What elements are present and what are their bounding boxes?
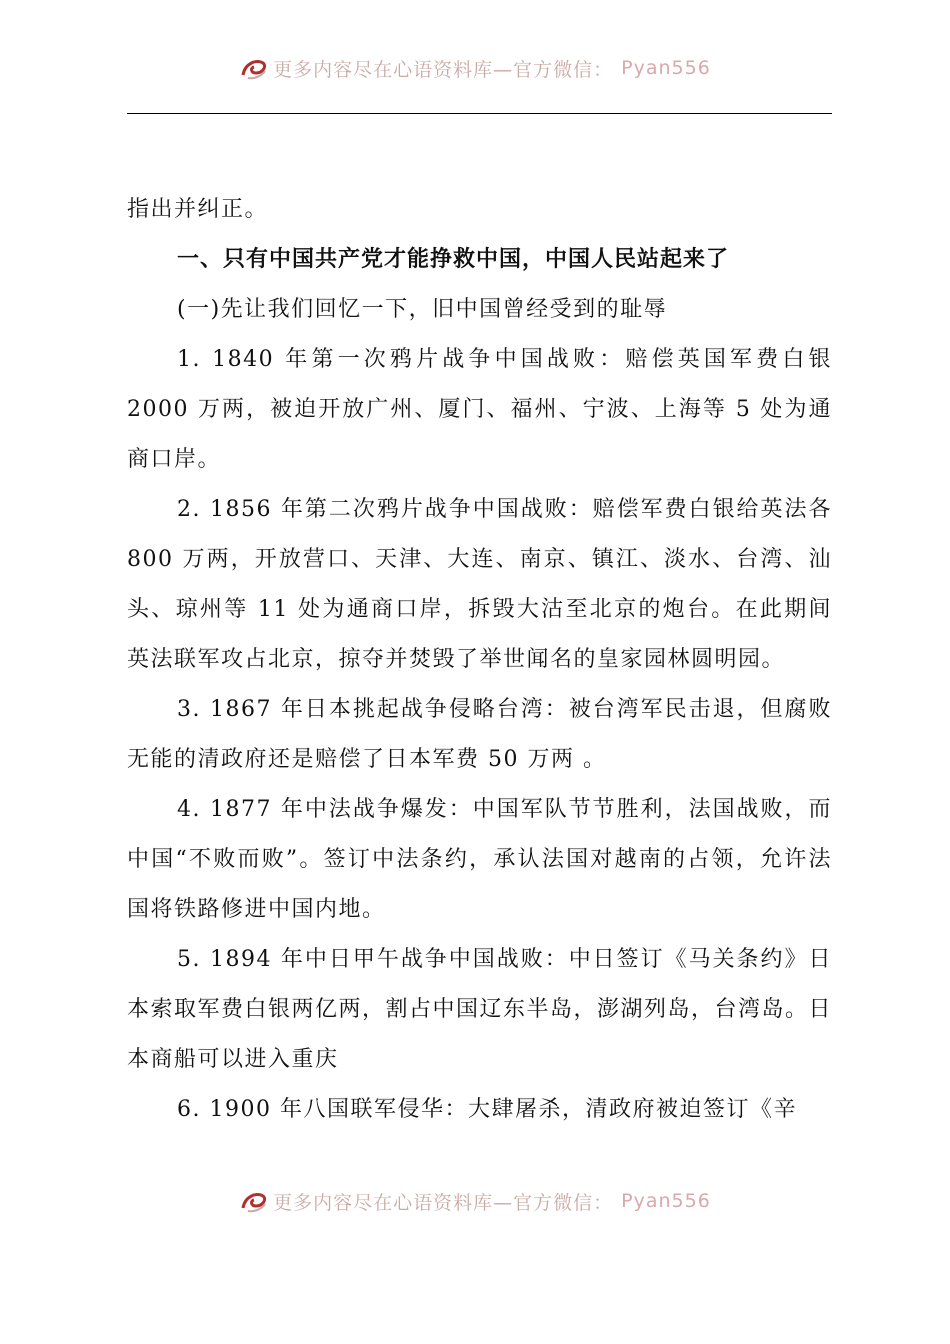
list-item: 5. 1894 年中日甲午战争中国战败：中日签订《马关条约》日本索取军费白银两亿两，割占中国辽东半岛，澎湖列岛，台湾岛。日本商船可以进入重庆 <box>127 947 833 1072</box>
subsection-heading: (一)先让我们回忆一下，旧中国曾经受到的耻辱 <box>177 297 668 322</box>
footer-watermark <box>0 1183 950 1219</box>
watermark-id: Pyan556 <box>621 57 711 79</box>
paragraph-continuation: 指出并纠正。 <box>127 197 269 222</box>
swirl-logo-icon <box>239 1188 269 1214</box>
header-watermark <box>0 50 950 86</box>
watermark-text: 更多内容尽在心语资料库—官方微信： <box>273 1191 614 1214</box>
list-item: 2. 1856 年第二次鸦片战争中国战败：赔偿军费白银给英法各 800 万两，开放营口、天津、大连、南京、镇江、淡水、台湾、汕头、琼州等 11 处为通商口岸，拆毁大沽至北京的炮台。在此期间英法联军攻占北京，掠夺并焚毁了举世闻名的皇家园林圆明园。 <box>127 497 832 672</box>
section-heading: 一、只有中国共产党才能挣救中国，中国人民站起来了 <box>177 247 730 272</box>
list-item: 1. 1840 年第一次鸦片战争中国战败：赔偿英国军费白银 2000 万两，被迫开放广州、厦门、福州、宁波、上海等 5 处为通商口岸。 <box>127 347 832 472</box>
watermark-id: Pyan556 <box>621 1190 711 1212</box>
watermark-text: 更多内容尽在心语资料库—官方微信： <box>273 58 614 81</box>
body-text <box>127 185 832 1135</box>
list-item: 3. 1867 年日本挑起战争侵略台湾：被台湾军民击退，但腐败无能的清政府还是赔偿了日本军费 50 万两 。 <box>127 697 832 772</box>
list-item: 4. 1877 年中法战争爆发：中国军队节节胜利，法国战败，而中国“不败而败”。签订中法条约，承认法国对越南的占领，允许法国将铁路修进中国内地。 <box>127 797 832 922</box>
swirl-logo-icon <box>239 55 269 81</box>
header-rule <box>127 113 832 114</box>
list-item: 6. 1900 年八国联军侵华：大肆屠杀，清政府被迫签订《辛 <box>177 1097 797 1122</box>
